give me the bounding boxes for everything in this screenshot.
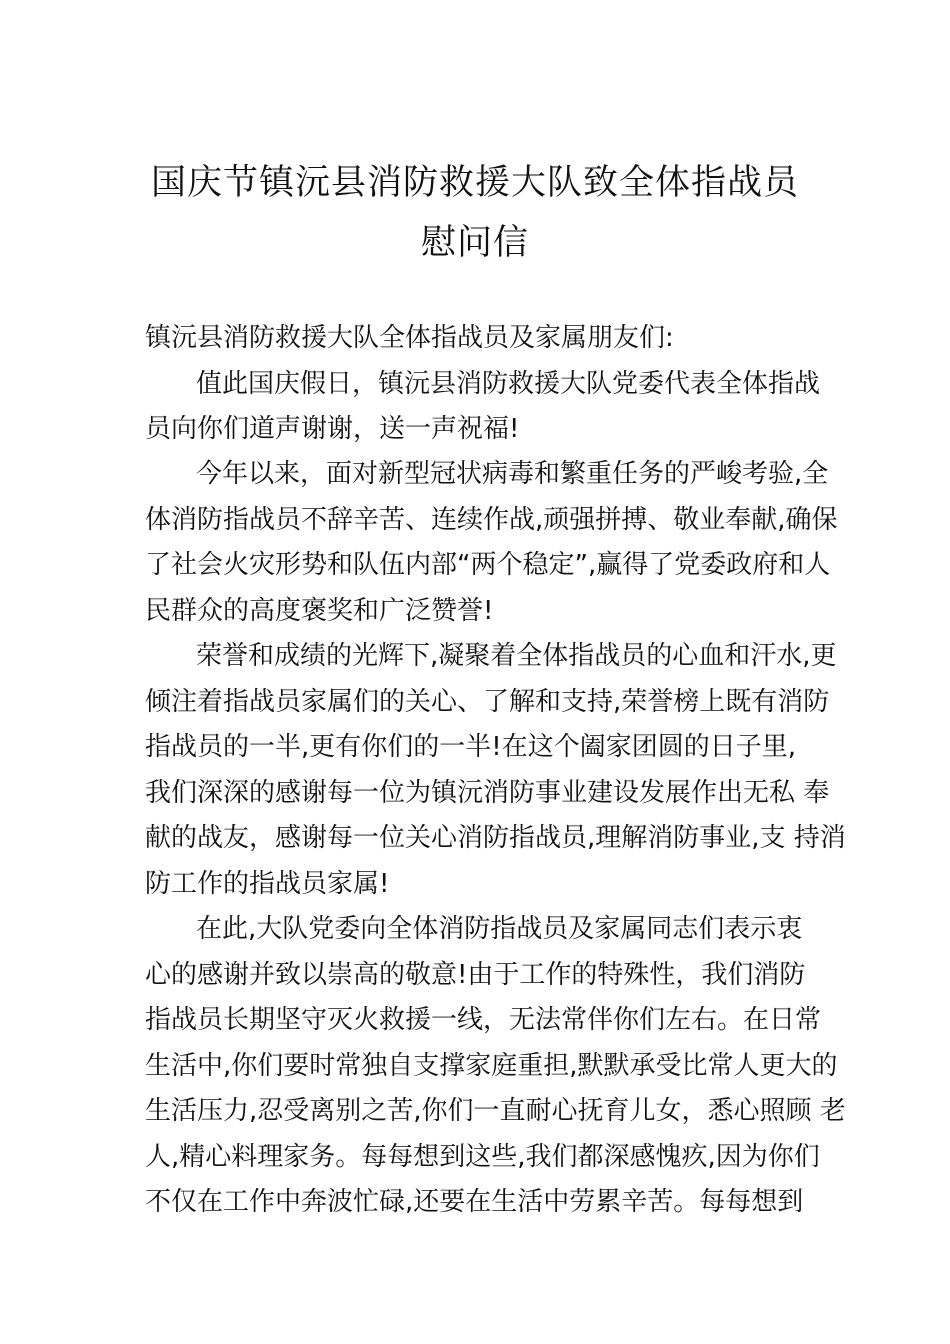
document-title-line-2: 慰问信	[420, 223, 529, 263]
paragraph-3-line-5: 献的战友，感谢每一位关心消防指战员,理解消防事业,支 持消	[145, 823, 846, 853]
paragraph-4-line-1: 在此,大队党委向全体消防指战员及家属同志们表示衷	[196, 914, 803, 944]
paragraph-3-line-3: 指战员的一半,更有你们的一半!在这个阖家团圆的日子里,	[145, 732, 796, 762]
paragraph-2-line-3: 了社会火灾形势和队伍内部“两个稳定”,赢得了党委政府和人	[145, 550, 831, 580]
paragraph-1-line-1: 值此国庆假日，镇沅县消防救援大队党委代表全体指战	[196, 369, 821, 399]
paragraph-4-line-2: 心的感谢并致以崇高的敬意!由于工作的特殊性，我们消防	[145, 960, 806, 990]
paragraph-4-line-4: 生活中,你们要时常独自支撑家庭重担,默默承受比常人更大的	[145, 1051, 838, 1081]
paragraph-4-line-7: 不仅在工作中奔波忙碌,还要在生活中劳累辛苦。每每想到	[145, 1187, 804, 1217]
paragraph-2-line-2: 体消防指战员不辞辛苦、连续作战,顽强拼搏、敬业奉献,确保	[145, 505, 838, 535]
paragraph-2-line-1: 今年以来，面对新型冠状病毒和繁重任务的严峻考验,全	[196, 459, 829, 489]
paragraph-1-line-2: 员向你们道声谢谢，送一声祝福!	[145, 414, 520, 444]
paragraph-4-line-6: 人,精心料理家务。每每想到这些,我们都深感愧疚,因为你们	[145, 1142, 820, 1172]
paragraph-4-line-5: 生活压力,忍受离别之苦,你们一直耐心抚育儿女，悉心照顾 老	[145, 1096, 846, 1126]
salutation-line: 镇沅县消防救援大队全体指战员及家属朋友们:	[145, 323, 674, 353]
paragraph-4-line-3: 指战员长期坚守灭火救援一线，无法常伴你们左右。在日常	[145, 1005, 822, 1035]
paragraph-3-line-1: 荣誉和成绩的光辉下,凝聚着全体指战员的心血和汗水,更	[196, 641, 837, 671]
document-title-line-1: 国庆节镇沅县消防救援大队致全体指战员	[150, 163, 799, 203]
paragraph-2-line-4: 民群众的高度褒奖和广泛赞誉!	[145, 596, 494, 626]
paragraph-3-line-4: 我们深深的感谢每一位为镇沅消防事业建设发展作出无私 奉	[145, 778, 830, 808]
paragraph-3-line-2: 倾注着指战员家属们的关心、了解和支持,荣誉榜上既有消防	[145, 687, 830, 717]
paragraph-3-line-6: 防工作的指战员家属!	[145, 869, 390, 899]
